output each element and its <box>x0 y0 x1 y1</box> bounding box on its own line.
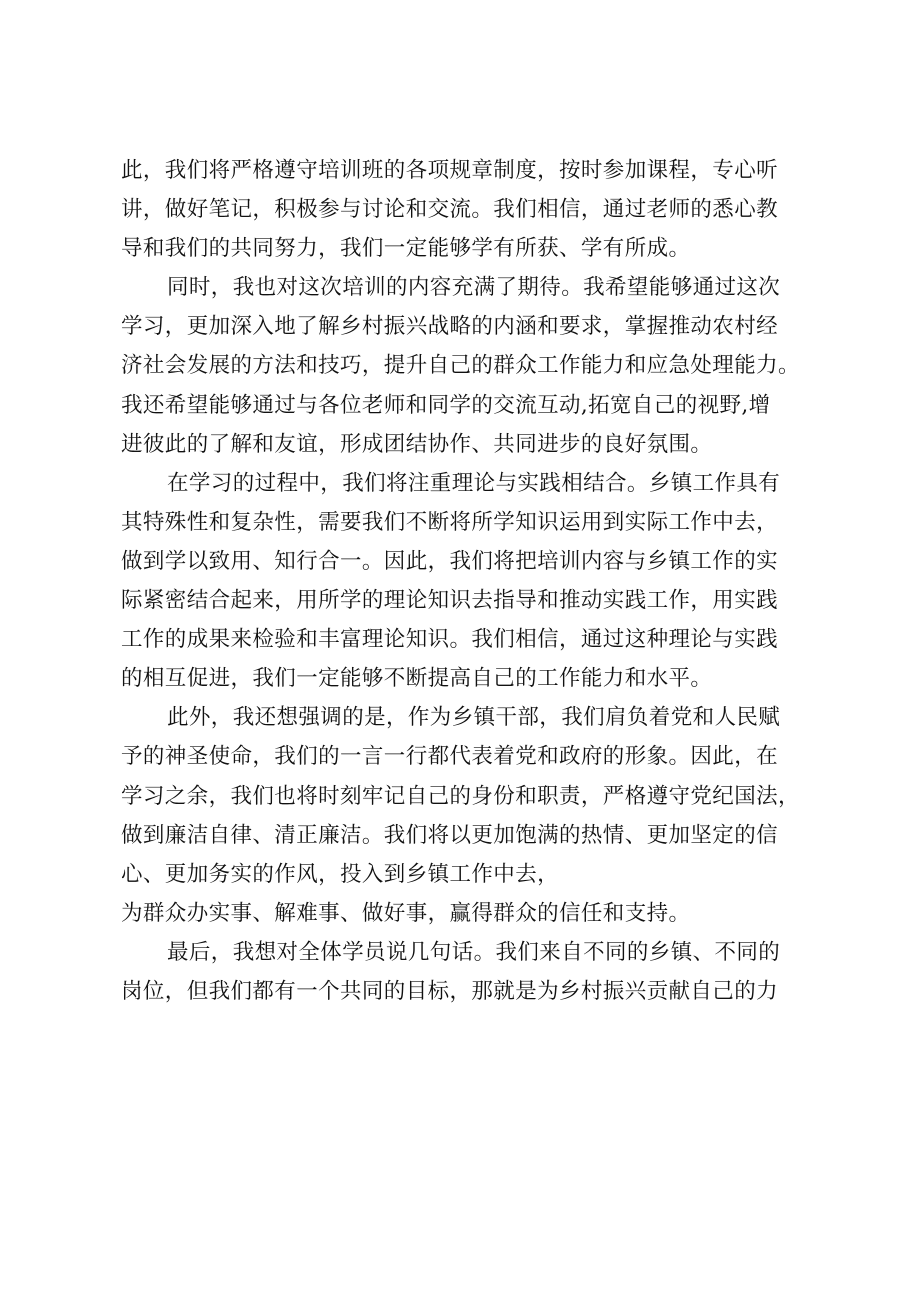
text-line: 做到廉洁自律、清正廉洁。我们将以更加饱满的热情、更加坚定的信 <box>121 822 779 848</box>
paragraph-first-line: 此外，我还想强调的是，作为乡镇干部，我们肩负着党和人民赋 <box>167 705 781 731</box>
paragraph-first-line: 同时，我也对这次培训的内容充满了期待。我希望能够通过这次 <box>167 275 781 301</box>
text-line: 际紧密结合起来，用所学的理论知识去指导和推动实践工作，用实践 <box>121 588 779 614</box>
text-line: 岗位，但我们都有一个共同的目标，那就是为乡村振兴贡献自己的力 <box>121 978 779 1004</box>
paragraph-first-line: 最后，我想对全体学员说几句话。我们来自不同的乡镇、不同的 <box>167 939 781 965</box>
text-line: 学习之余，我们也将时刻牢记自己的身份和职责，严格遵守党纪国法， <box>121 783 800 809</box>
text-line: 工作的成果来检验和丰富理论知识。我们相信，通过这种理论与实践 <box>121 627 779 653</box>
paragraph-first-line: 在学习的过程中，我们将注重理论与实践相结合。乡镇工作具有 <box>167 470 781 496</box>
text-line: 济社会发展的方法和技巧，提升自己的群众工作能力和应急处理能力。 <box>121 353 800 379</box>
text-line: 学习，更加深入地了解乡村振兴战略的内涵和要求，掌握推动农村经 <box>121 314 779 340</box>
document-body <box>121 151 821 1011</box>
text-line: 做到学以致用、知行合一。因此，我们将把培训内容与乡镇工作的实 <box>121 548 779 574</box>
text-line: 其特殊性和复杂性，需要我们不断将所学知识运用到实际工作中去， <box>121 509 779 535</box>
text-line: 予的神圣使命，我们的一言一行都代表着党和政府的形象。因此，在 <box>121 744 779 770</box>
text-line: 我还希望能够通过与各位老师和同学的交流互动,拓宽自己的视野,增 <box>121 392 771 418</box>
text-line: 此，我们将严格遵守培训班的各项规章制度，按时参加课程，专心听 <box>121 158 779 183</box>
text-line: 心、更加务实的作风，投入到乡镇工作中去， <box>121 861 560 887</box>
text-line: 讲，做好笔记，积极参与讨论和交流。我们相信，通过老师的悉心教 <box>121 197 779 223</box>
text-line: 导和我们的共同努力，我们一定能够学有所获、学有所成。 <box>121 236 691 262</box>
text-line: 的相互促进，我们一定能够不断提高自己的工作能力和水平。 <box>121 666 713 692</box>
text-line: 为群众办实事、解难事、做好事，赢得群众的信任和支持。 <box>121 900 691 926</box>
text-line: 进彼此的了解和友谊，形成团结协作、共同进步的良好氛围。 <box>121 431 713 457</box>
